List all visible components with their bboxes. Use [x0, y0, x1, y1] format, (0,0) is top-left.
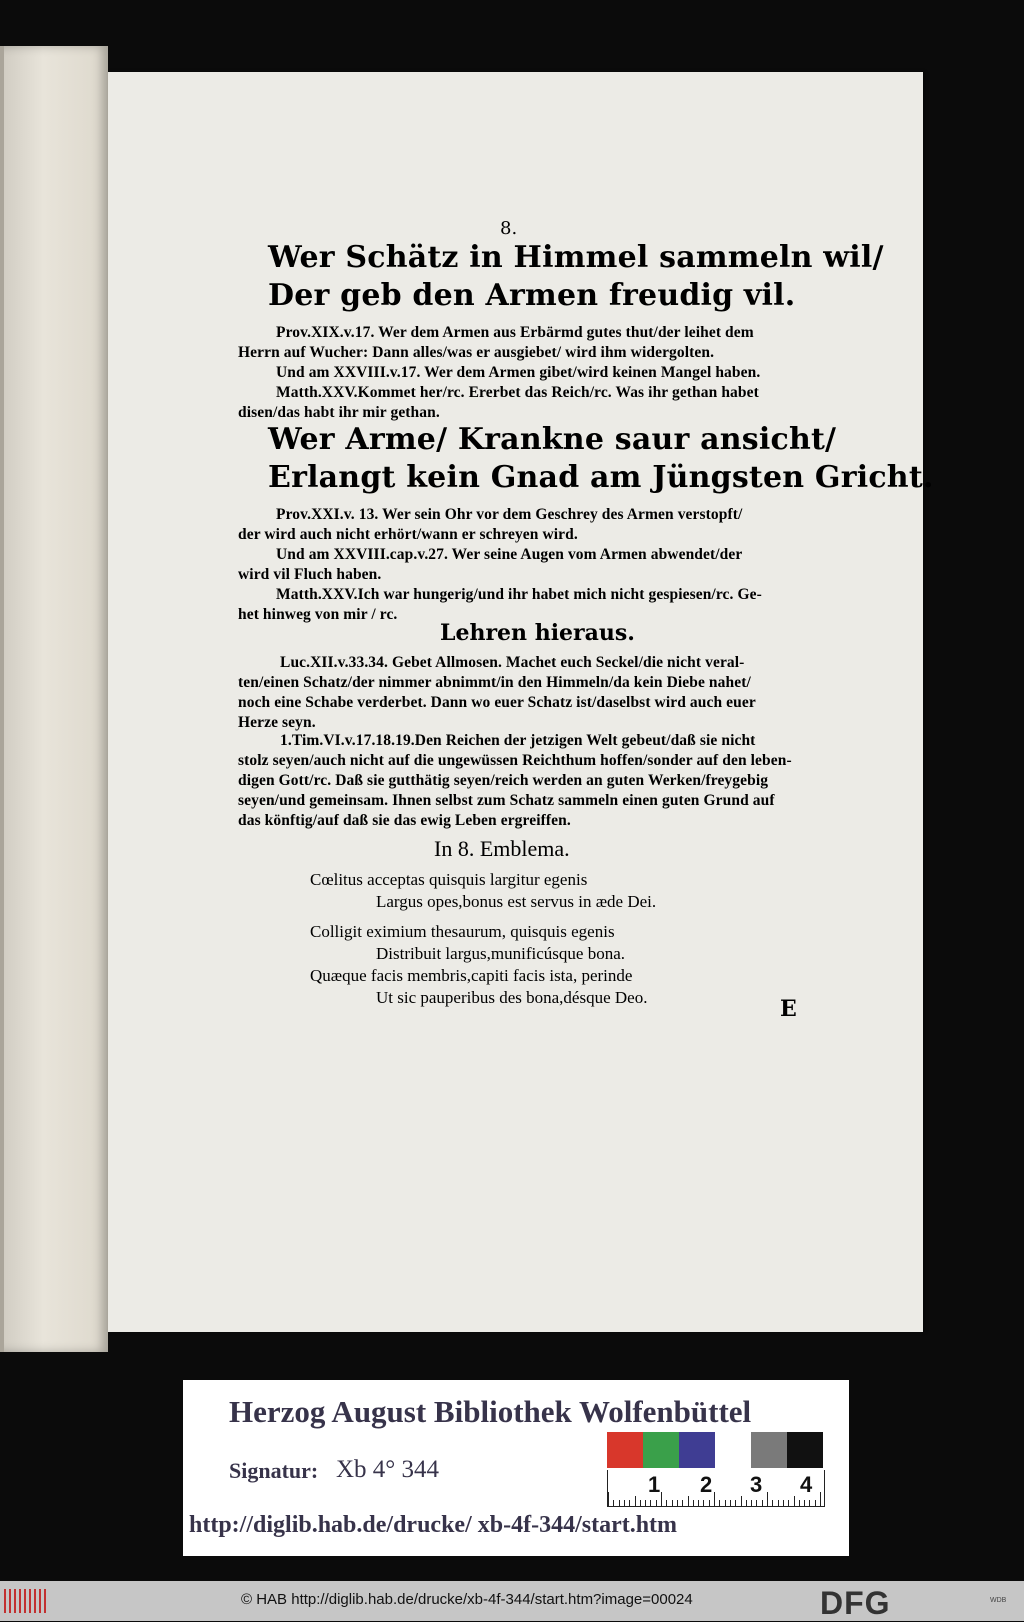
hab-logo-icon	[4, 1589, 46, 1613]
ruler-tick	[650, 1500, 651, 1506]
book-edge	[0, 46, 108, 1352]
ruler-number: 4	[800, 1472, 813, 1497]
ruler-tick	[809, 1500, 810, 1506]
ruler-tick	[815, 1500, 816, 1506]
latin-line-3: Colligit eximium thesaurum, quisquis egenis	[310, 922, 615, 941]
para3-line-3: noch eine Schabe verderbet. Dann wo euer Schatz ist/daselbst wird auch euer	[238, 694, 756, 711]
ruler-tick	[709, 1500, 710, 1506]
footer-credit[interactable]: © HAB http://diglib.hab.de/drucke/xb-4f-344/start.htm?image=00024	[241, 1591, 693, 1608]
dfg-logo: DFG	[820, 1585, 891, 1621]
library-name: Herzog August Bibliothek Wolfenbüttel	[229, 1394, 752, 1429]
heading2-line-1: Wer Arme/ Krankne saur ansicht/	[268, 422, 837, 457]
para2-line-5: Matth.XXV.Ich war hungerig/und ihr habet mich nicht gespiesen/rc. Ge-	[276, 586, 762, 603]
para2-line-4: wird vil Fluch haben.	[238, 566, 382, 583]
ruler-tick	[719, 1500, 720, 1506]
scale-ruler	[607, 1470, 825, 1507]
heading-line-2: Der geb den Armen freudig vil.	[268, 278, 796, 313]
para1-line-3: Und am XXVIII.v.17. Wer dem Armen gibet/wird keinen Mangel haben.	[276, 364, 761, 381]
ruler-tick	[735, 1500, 736, 1506]
latin-line-4: Distribuit largus,munificúsque bona.	[376, 944, 625, 963]
ruler-tick	[661, 1492, 662, 1506]
ruler-tick	[656, 1500, 657, 1506]
book-edge-line	[0, 46, 4, 1352]
library-label	[183, 1380, 849, 1556]
book-page	[108, 72, 934, 1332]
para1-line-1: Prov.XIX.v.17. Wer dem Armen aus Erbärmd gutes thut/der leihet dem	[276, 324, 754, 341]
para3-line-1: Luc.XII.v.33.34. Gebet Allmosen. Machet euch Seckel/die nicht veral-	[280, 654, 745, 671]
ruler-tick	[672, 1500, 673, 1506]
swatch-blue	[679, 1432, 715, 1468]
para2-line-1: Prov.XXI.v. 13. Wer sein Ohr vor dem Geschrey des Armen verstopft/	[276, 506, 743, 523]
ruler-tick	[714, 1492, 715, 1506]
latin-line-2: Largus opes,bonus est servus in æde Dei.	[376, 892, 657, 911]
ruler-tick	[762, 1500, 763, 1506]
para3-line-4: Herze seyn.	[238, 714, 316, 731]
ruler-tick	[645, 1500, 646, 1506]
swatch-red	[607, 1432, 643, 1468]
ruler-tick	[741, 1496, 742, 1506]
ruler-tick	[783, 1500, 784, 1506]
para3-line-7: digen Gott/rc. Daß sie gutthätig seyen/reich werden an guten Werken/freygebig	[238, 772, 769, 789]
para1-line-2: Herrn auf Wucher: Dann alles/was er ausgiebet/ wird ihm widergolten.	[238, 344, 715, 361]
latin-line-6: Ut sic pauperibus des bona,désque Deo.	[376, 988, 648, 1007]
library-url: http://diglib.hab.de/drucke/ xb-4f-344/start.htm	[189, 1512, 678, 1538]
ruler-tick	[635, 1496, 636, 1506]
catchword: E	[780, 996, 797, 1022]
ruler-tick	[608, 1492, 609, 1506]
heading-line-1: Wer Schätz in Himmel sammeln wil/	[268, 240, 884, 275]
ruler-tick	[772, 1500, 773, 1506]
swatch-white	[715, 1432, 751, 1468]
swatch-green	[643, 1432, 679, 1468]
signatur-label: Signatur:	[229, 1458, 319, 1483]
ruler-tick	[778, 1500, 779, 1506]
viewer-footer	[0, 1581, 1024, 1621]
ruler-tick	[688, 1496, 689, 1506]
ruler-tick	[820, 1492, 821, 1506]
ruler-number: 1	[648, 1472, 661, 1497]
color-swatches	[607, 1432, 823, 1468]
para1-line-5: disen/das habt ihr mir gethan.	[238, 404, 440, 421]
para2-line-3: Und am XXVIII.cap.v.27. Wer seine Augen vom Armen abwendet/der	[276, 546, 743, 563]
para3-line-8: seyen/und gemeinsam. Ihnen selbst zum Schatz sammeln einen guten Grund auf	[238, 792, 775, 809]
ruler-tick	[746, 1500, 747, 1506]
signatur-value: Xb 4° 344	[336, 1456, 440, 1483]
ruler-tick	[804, 1500, 805, 1506]
ruler-tick	[640, 1500, 641, 1506]
ruler-tick	[613, 1500, 614, 1506]
ruler-tick	[682, 1500, 683, 1506]
ruler-tick	[725, 1500, 726, 1506]
ruler-number: 2	[700, 1472, 713, 1497]
para2-line-2: der wird auch nicht erhört/wann er schreyen wird.	[238, 526, 578, 543]
heading2-line-2: Erlangt kein Gnad am Jüngsten Gricht.	[268, 460, 934, 495]
ruler-tick	[767, 1492, 768, 1506]
ruler-tick	[751, 1500, 752, 1506]
latin-line-1: Cœlitus acceptas quisquis largitur egenis	[310, 870, 588, 889]
ruler-tick	[703, 1500, 704, 1506]
para2-line-6: het hinweg von mir / rc.	[238, 606, 398, 623]
page-number: 8.	[500, 218, 518, 239]
ruler-tick	[794, 1496, 795, 1506]
ruler-tick	[677, 1500, 678, 1506]
para1-line-4: Matth.XXV.Kommet her/rc. Ererbet das Reich/rc. Was ihr gethan habet	[276, 384, 759, 401]
para3-line-9: das könftig/auf daß sie das ewig Leben ergreiffen.	[238, 812, 571, 829]
ruler-tick	[799, 1500, 800, 1506]
para3-line-5: 1.Tim.VI.v.17.18.19.Den Reichen der jetzigen Welt gebeut/daß sie nicht	[280, 732, 756, 749]
ruler-tick	[730, 1500, 731, 1506]
ruler-number: 3	[750, 1472, 763, 1497]
ruler-tick	[756, 1500, 757, 1506]
latin-line-5: Quæque facis membris,capiti facis ista, perinde	[310, 966, 633, 985]
swatch-black	[787, 1432, 823, 1468]
footer-small-text: WDB	[990, 1597, 1007, 1604]
ruler-tick	[619, 1500, 620, 1506]
ruler-tick	[698, 1500, 699, 1506]
swatch-gray	[751, 1432, 787, 1468]
para3-line-2: ten/einen Schatz/der nimmer abnimmt/in den Himmeln/da kein Diebe nahet/	[238, 674, 751, 691]
ruler-tick	[666, 1500, 667, 1506]
para3-line-6: stolz seyen/auch nicht auf die ungewüssen Reichthum hoffen/sonder auf den leben-	[238, 752, 792, 769]
ruler-tick	[629, 1500, 630, 1506]
ruler-tick	[788, 1500, 789, 1506]
ruler-tick	[624, 1500, 625, 1506]
lehren-heading: Lehren hieraus.	[440, 620, 635, 646]
emblem-title: In 8. Emblema.	[434, 836, 570, 861]
ruler-tick	[693, 1500, 694, 1506]
